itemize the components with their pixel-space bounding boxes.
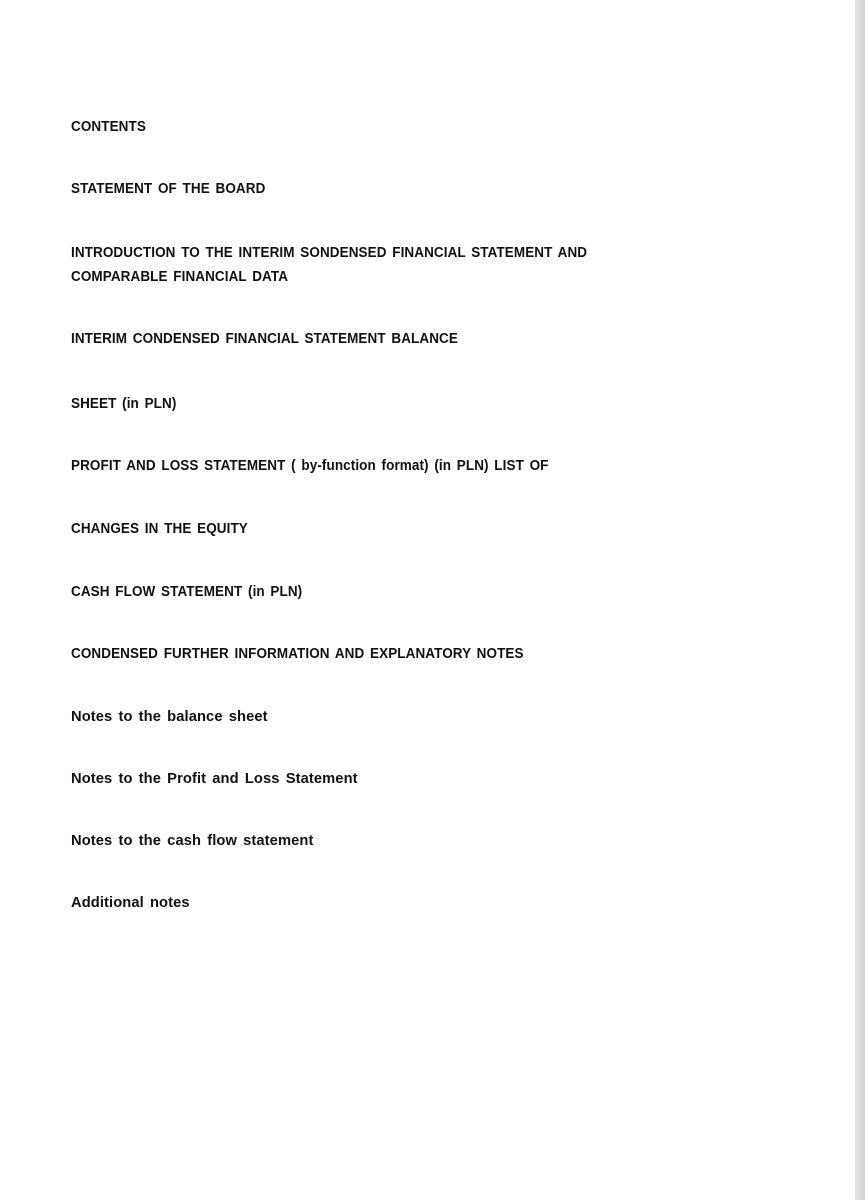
page-edge-shadow [855, 0, 865, 1200]
toc-entry-statement-of-the-board: STATEMENT OF THE BOARD [71, 181, 266, 197]
toc-entry-notes-cash-flow: Notes to the cash flow statement [71, 832, 314, 849]
contents-heading: CONTENTS [71, 119, 146, 135]
toc-entry-condensed-further-information: CONDENSED FURTHER INFORMATION AND EXPLANATORY NOTES [71, 646, 524, 662]
toc-entry-introduction-line-2: COMPARABLE FINANCIAL DATA [71, 269, 289, 285]
toc-entry-profit-and-loss: PROFIT AND LOSS STATEMENT ( by-function format) (in PLN) LIST OF [71, 458, 549, 474]
toc-entry-interim-condensed: INTERIM CONDENSED FINANCIAL STATEMENT BALANCE [71, 331, 458, 347]
toc-entry-notes-profit-loss: Notes to the Profit and Loss Statement [71, 770, 358, 787]
toc-entry-introduction-line-1: INTRODUCTION TO THE INTERIM SONDENSED FINANCIAL STATEMENT AND [71, 245, 588, 261]
toc-entry-additional-notes: Additional notes [71, 894, 190, 911]
toc-entry-notes-balance-sheet: Notes to the balance sheet [71, 708, 268, 725]
toc-entry-changes-in-equity: CHANGES IN THE EQUITY [71, 521, 248, 537]
toc-entry-sheet-in-pln: SHEET (in PLN) [71, 396, 177, 412]
toc-entry-cash-flow-statement: CASH FLOW STATEMENT (in PLN) [71, 584, 303, 600]
